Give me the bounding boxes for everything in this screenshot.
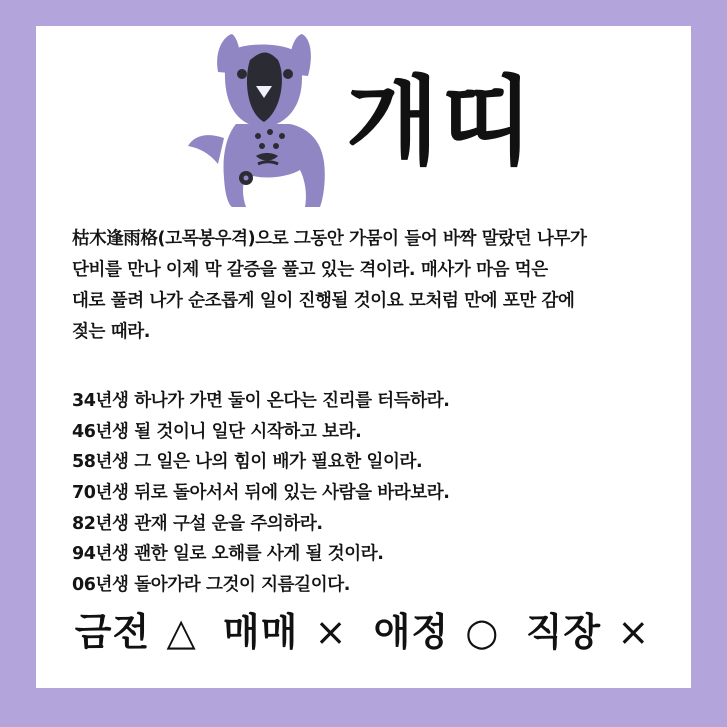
paragraph-line: 젖는 때라.	[72, 322, 150, 343]
summary-symbol-trade: ×	[314, 610, 348, 654]
summary-symbol-work: ×	[617, 610, 651, 654]
fortune-paragraph	[72, 224, 662, 349]
summary-label-trade: 매매	[222, 610, 299, 654]
summary-label-love: 애정	[373, 610, 450, 654]
summary-label-money: 금전	[74, 610, 151, 654]
list-item: 82년생 관재 구설 운을 주의하라.	[72, 513, 323, 534]
paragraph-line: 단비를 만나 이제 막 갈증을 풀고 있는 격이라. 매사가 마음 먹은	[72, 260, 548, 281]
fortune-card	[36, 26, 691, 688]
paragraph-line: 枯木逢雨格(고목봉우격)으로 그동안 가뭄이 들어 바짝 말랐던 나무가	[72, 229, 587, 249]
summary-symbol-money: △	[166, 610, 197, 654]
paragraph-line: 대로 풀려 나가 순조롭게 일이 진행될 것이요 모처럼 만에 포만 감에	[72, 291, 575, 312]
birth-year-list	[72, 386, 662, 600]
list-item: 58년생 그 일은 나의 힘이 배가 필요한 일이라.	[72, 452, 423, 473]
card-header	[36, 26, 691, 211]
list-item: 06년생 돌아가라 그것이 지름길이다.	[72, 574, 350, 595]
list-item: 70년생 뒤로 돌아서서 뒤에 있는 사람을 바라보라.	[72, 482, 450, 503]
list-item: 46년생 될 것이니 일단 시작하고 보라.	[72, 421, 362, 442]
page-title: 개띠	[346, 66, 536, 178]
dog-illustration	[166, 28, 351, 211]
summary-label-work: 직장	[525, 610, 602, 654]
list-item: 94년생 괜한 일로 오해를 사게 될 것이라.	[72, 544, 384, 565]
fortune-summary-row	[36, 601, 691, 656]
summary-symbol-love: ○	[465, 610, 500, 654]
list-item: 34년생 하나가 가면 둘이 온다는 진리를 터득하라.	[72, 391, 450, 411]
